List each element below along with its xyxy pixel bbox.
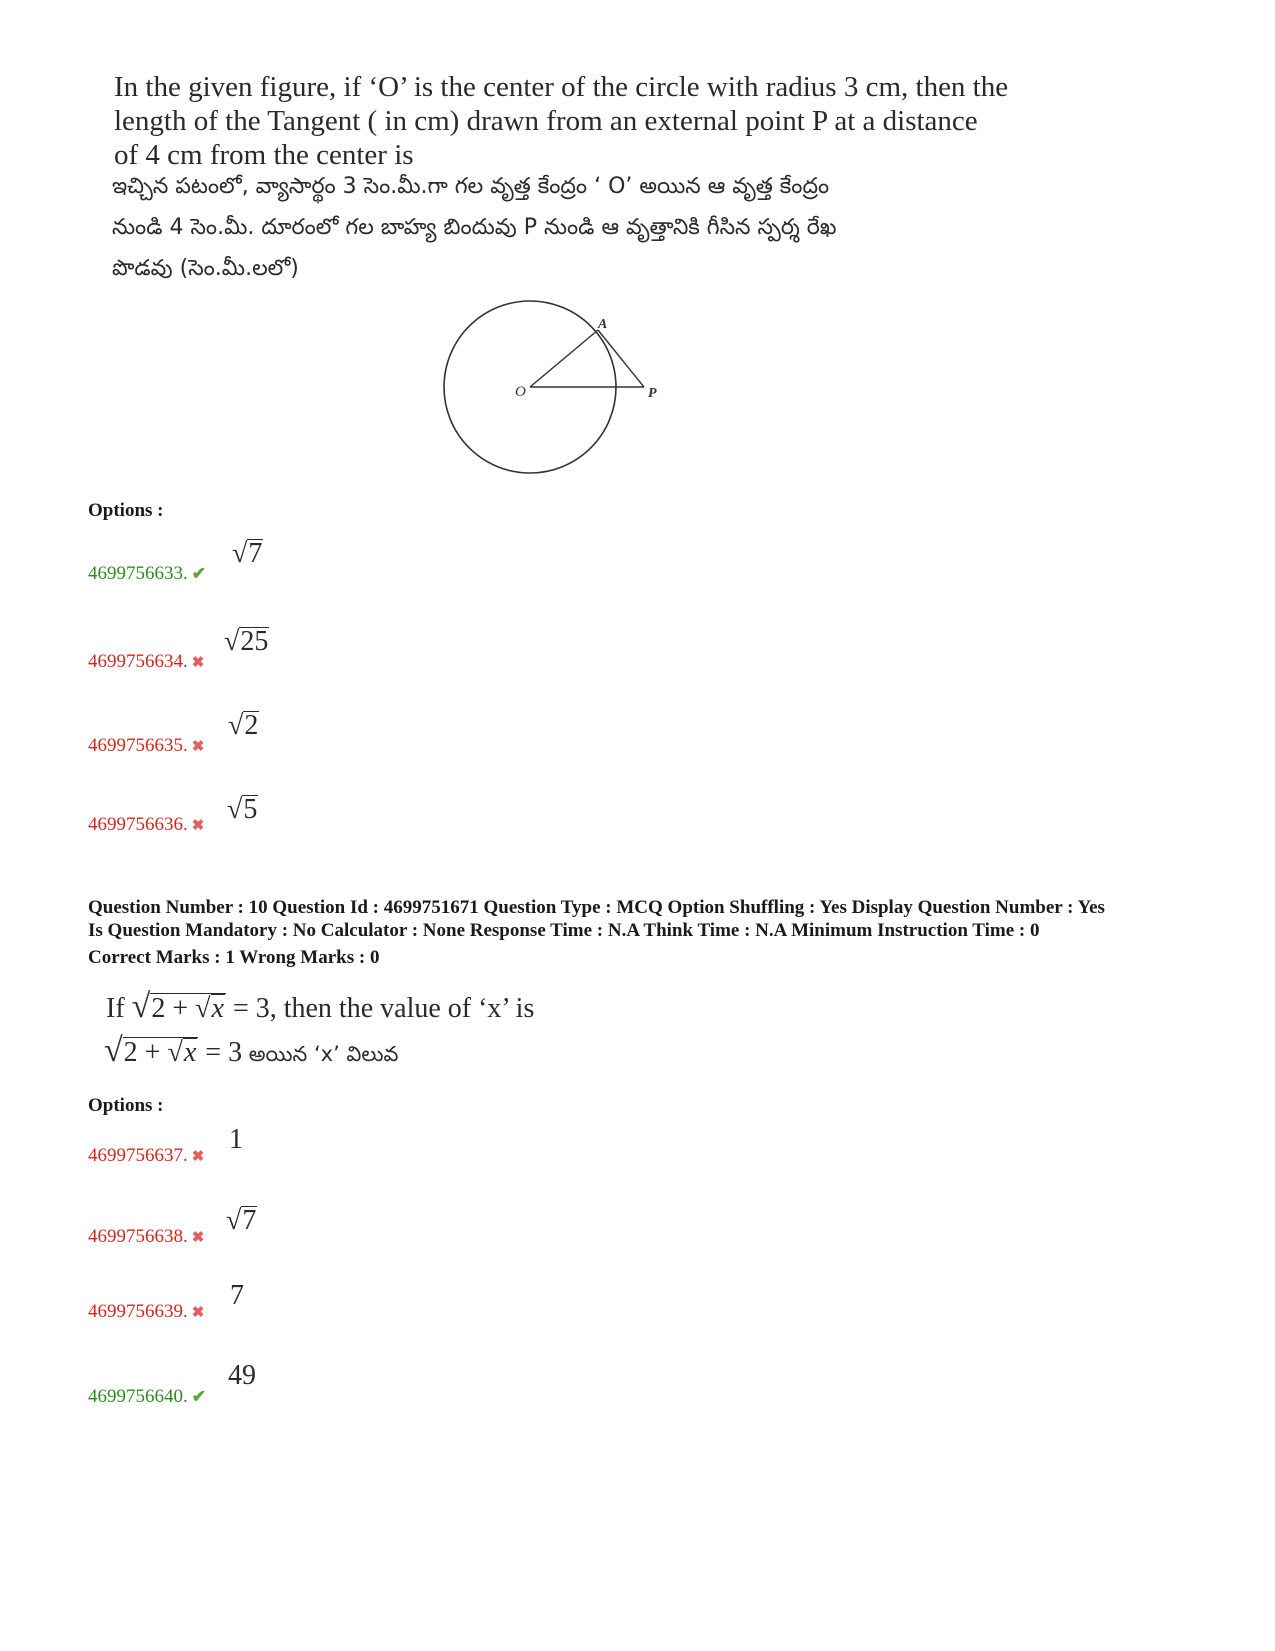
q9-option-2-id [88, 651, 204, 673]
cross-icon: ✖ [191, 1149, 205, 1165]
q10-meta-line: Correct Marks : 1 Wrong Marks : 0 [88, 947, 380, 968]
q9-telugu-line: పొడవు (సెం.మీ.లలో) [112, 256, 299, 281]
q10-telugu-formula: √2 + √x = 3 అయిన ‘x’ విలువ [104, 1032, 399, 1069]
cross-icon: ✖ [191, 739, 205, 755]
cross-icon: ✖ [191, 1230, 205, 1246]
option-id-text: 4699756635. [88, 735, 188, 756]
formula-prefix: If [106, 993, 125, 1024]
q9-telugu-text [112, 166, 1112, 289]
q9-telugu-line: ఇచ్చిన పటంలో, వ్యాసార్థం 3 సెం.మీ.గా గల వృత్త కేంద్రం ‘ O’ అయిన ఆ వృత్త కేంద్రం [112, 174, 830, 199]
q10-option-4-id [88, 1386, 206, 1408]
q9-option-2-value: √25 [224, 626, 269, 657]
tangent-figure [430, 290, 680, 490]
radicand: 2 [244, 710, 259, 741]
radicand-inner: x [183, 1037, 197, 1068]
label-a: A [598, 317, 608, 332]
formula-equals: = 3, then the value of ‘x’ is [225, 993, 535, 1024]
formula-equals: = 3 [198, 1037, 243, 1068]
option-id-text: 4699756640. [88, 1386, 188, 1407]
q10-options-label: Options : [88, 1095, 164, 1116]
option-id-text: 4699756633. [88, 563, 188, 584]
radicand-inner: x [211, 993, 224, 1024]
tangent-ap [598, 330, 644, 387]
radicand: 7 [248, 538, 263, 569]
q9-telugu-line: నుండి 4 సెం.మీ. దూరంలో గల బాహ్య బిందువు P నుండి ఆ వృత్తానికి గీసిన స్పర్శ రేఖ [112, 215, 837, 240]
q9-options-label: Options : [88, 500, 164, 521]
q10-option-1-id [88, 1145, 204, 1167]
cross-icon: ✖ [191, 655, 205, 671]
q9-option-3-id [88, 735, 204, 757]
q10-english-formula: If √2 + √x = 3, then the value of ‘x’ is [106, 988, 535, 1025]
q9-option-3-value: √2 [228, 710, 259, 741]
radicand: 25 [240, 626, 269, 657]
cross-icon: ✖ [191, 1305, 205, 1321]
q9-option-1-id [88, 563, 206, 585]
q9-english-line: length of the Tangent ( in cm) drawn from an external point P at a distance [114, 105, 978, 137]
cross-icon: ✖ [191, 818, 205, 834]
check-icon: ✔ [191, 1387, 206, 1406]
q9-option-4-id [88, 814, 204, 836]
formula-telugu-suffix: అయిన ‘x’ విలువ [242, 1042, 399, 1066]
q9-english-text [114, 70, 1114, 172]
radius-oa [530, 330, 598, 387]
check-icon: ✔ [191, 564, 206, 583]
q10-option-3-value: 7 [230, 1280, 244, 1311]
radicand-outer: 2 + [151, 993, 196, 1024]
q10-option-1-value: 1 [229, 1124, 243, 1155]
q10-option-2-id [88, 1226, 204, 1248]
radicand: 5 [243, 794, 258, 825]
q10-meta [88, 896, 1258, 969]
option-id-text: 4699756638. [88, 1226, 188, 1247]
q10-option-4-value: 49 [228, 1360, 256, 1391]
option-id-text: 4699756634. [88, 651, 188, 672]
option-id-text: 4699756639. [88, 1301, 188, 1322]
q10-meta-line: Is Question Mandatory : No Calculator : None Response Time : N.A Think Time : N.A Minimum Instruction Time : 0 [88, 920, 1040, 941]
option-id-text: 4699756637. [88, 1145, 188, 1166]
q10-option-2-value: √7 [226, 1205, 257, 1236]
q9-english-line: In the given figure, if ‘O’ is the center of the circle with radius 3 cm, then the [114, 71, 1009, 103]
radicand-outer: 2 + [123, 1037, 168, 1068]
q9-option-1-value: √7 [232, 538, 263, 569]
q10-meta-line: Question Number : 10 Question Id : 4699751671 Question Type : MCQ Option Shuffling : Yes Display Question Number : Yes [88, 897, 1105, 918]
q9-option-4-value: √5 [227, 794, 258, 825]
label-p: P [648, 386, 657, 401]
label-o: O [515, 384, 526, 400]
radicand: 7 [242, 1205, 257, 1236]
option-id-text: 4699756636. [88, 814, 188, 835]
q10-option-3-id [88, 1301, 204, 1323]
q9-english-line: of 4 cm from the center is [114, 139, 414, 171]
